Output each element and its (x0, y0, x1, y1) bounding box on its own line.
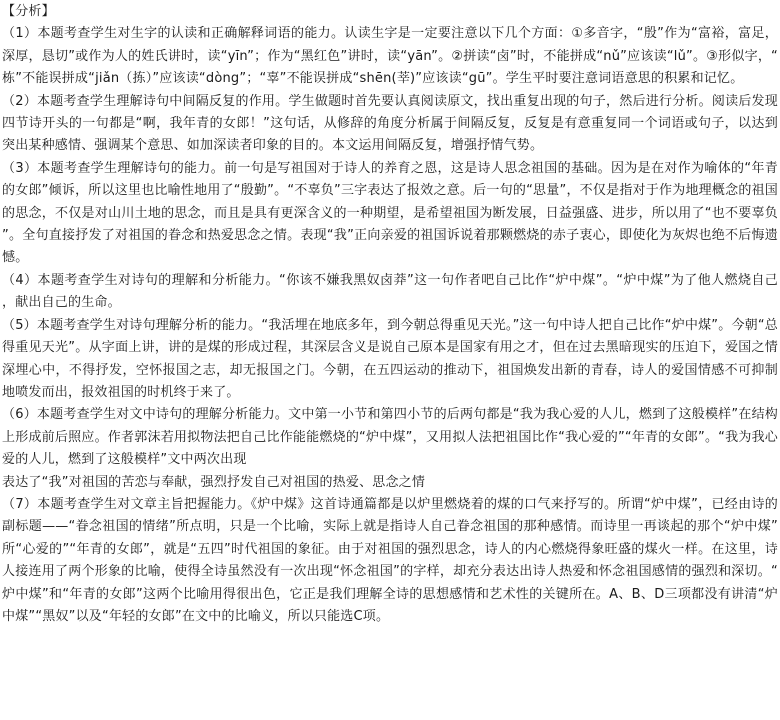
analysis-paragraph-7: （7）本题考查学生对文章主旨把握能力。《炉中煤》这首诗通篇都是以炉里燃烧着的煤的口气来抒写的。所谓“炉中煤”，已经由诗的副标题——“眷念祖国的情绪”所点明，只是一个比喻，实际上就是指诗人自己眷念祖国的那种感情。而诗里一再谈起的那个“炉中煤”所“心爱的”“年青的女郎”，就是“五四”时代祖国的象征。由于对祖国的强烈思念，诗人的内心燃烧得象旺盛的煤火一样。在这里，诗人接连用了两个形象的比喻，使得全诗虽然没有一次出现“怀念祖国”的字样，却充分表达出诗人热爱和怀念祖国感情的强烈和深切。“炉中煤”和“年青的女郎”这两个比喻用得很出色，它正是我们理解全诗的思想感情和艺术性的关键所在。A、B、D三项都没有讲清“炉中煤”“黑奴”以及“年轻的女郎”在文中的比喻义，所以只能选C项。 (2, 496, 778, 624)
analysis-paragraph-2: （2）本题考查学生理解诗句中间隔反复的作用。学生做题时首先要认真阅读原文，找出重复出现的句子，然后进行分析。阅读后发现四节诗开头的一句都是“啊，我年青的女郎！”这句话，从修辞的角度分析属于间隔反复，反复是有意重复同一个词语或句子，以达到突出某种感情、强调某个意思、如加深读者印象的目的。本文运用间隔反复，增强抒情气势。 (2, 93, 778, 154)
analysis-paragraph-5: （5）本题考查学生对诗句理解分析的能力。“我活埋在地底多年，到今朝总得重见天光。”这一句中诗人把自己比作“炉中煤”。今朝“总得重见天光”。从字面上讲，讲的是煤的形成过程，其深层含义是说自己原本是国家有用之才，但在过去黑暗现实的压迫下，爱国之情深埋心中，不得抒发，空怀报国之志，却无报国之门。今朝，在五四运动的推动下，祖国焕发出新的青春，诗人的爱国情感不可抑制地喷发而出，报效祖国的时机终于来了。 (2, 317, 778, 400)
analysis-document (2, 1, 778, 628)
analysis-paragraph-3: （3）本题考查学生理解诗句的能力。前一句是写祖国对于诗人的养育之恩，这是诗人思念祖国的基础。因为是在对作为喻体的“年青的女郎”倾诉，所以这里也比喻性地用了“殷勤”。“不辜负”三字表达了报效之意。后一句的“思量”，不仅是指对于作为地理概念的祖国的思念，不仅是对山川土地的思念，而且是具有更深含义的一种期望，是希望祖国为断发展，日益强盛、进步，所以用了“也不要辜负”。全句直接抒发了对祖国的眷念和热爱思念之情。表现“我”正向亲爱的祖国诉说着那颗燃烧的赤子衷心，即使化为灰烬也绝不后悔遗憾。 (2, 160, 778, 266)
analysis-paragraph-1: （1）本题考查学生对生字的认读和正确解释词语的能力。认读生字是一定要注意以下几个方面：①多音字，“殷”作为“富裕，富足，深厚，恳切”或作为人的姓氏讲时，读“yīn”；作为“黑红色”讲时，读“yān”。②拼读“卤”时，不能拼成“nǔ”应该读“lǔ”。③形似字，“栋”不能误拼成“jiǎn（拣）”应该读“dòng”；“辜”不能误拼成“shēn(莘)”应该读“gū”。学生平时要注意词语意思的积累和记忆。 (2, 26, 778, 87)
analysis-paragraph-6: （6）本题考查学生对文中诗句的理解分析能力。文中第一小节和第四小节的后两句都是“我为我心爱的人儿，燃到了这般模样”在结构上形成前后照应。作者郭沫若用拟物法把自己比作能能燃烧的“炉中煤”，又用拟人法把祖国比作“我心爱的”“年青的女郎”。“我为我心爱的人儿，燃到了这般模样”文中两次出现 (2, 407, 778, 468)
analysis-paragraph-6-continued: 表达了“我”对祖国的苦恋与奉献，强烈抒发自己对祖国的热爱、思念之情 (2, 474, 426, 490)
analysis-heading: 【分析】 (2, 4, 55, 19)
analysis-paragraph-4: （4）本题考查学生对诗句的理解和分析能力。“你该不嫌我黑奴卤莽”这一句作者吧自己比作“炉中煤”。“炉中煤”为了他人燃烧自己，献出自己的生命。 (2, 272, 778, 311)
